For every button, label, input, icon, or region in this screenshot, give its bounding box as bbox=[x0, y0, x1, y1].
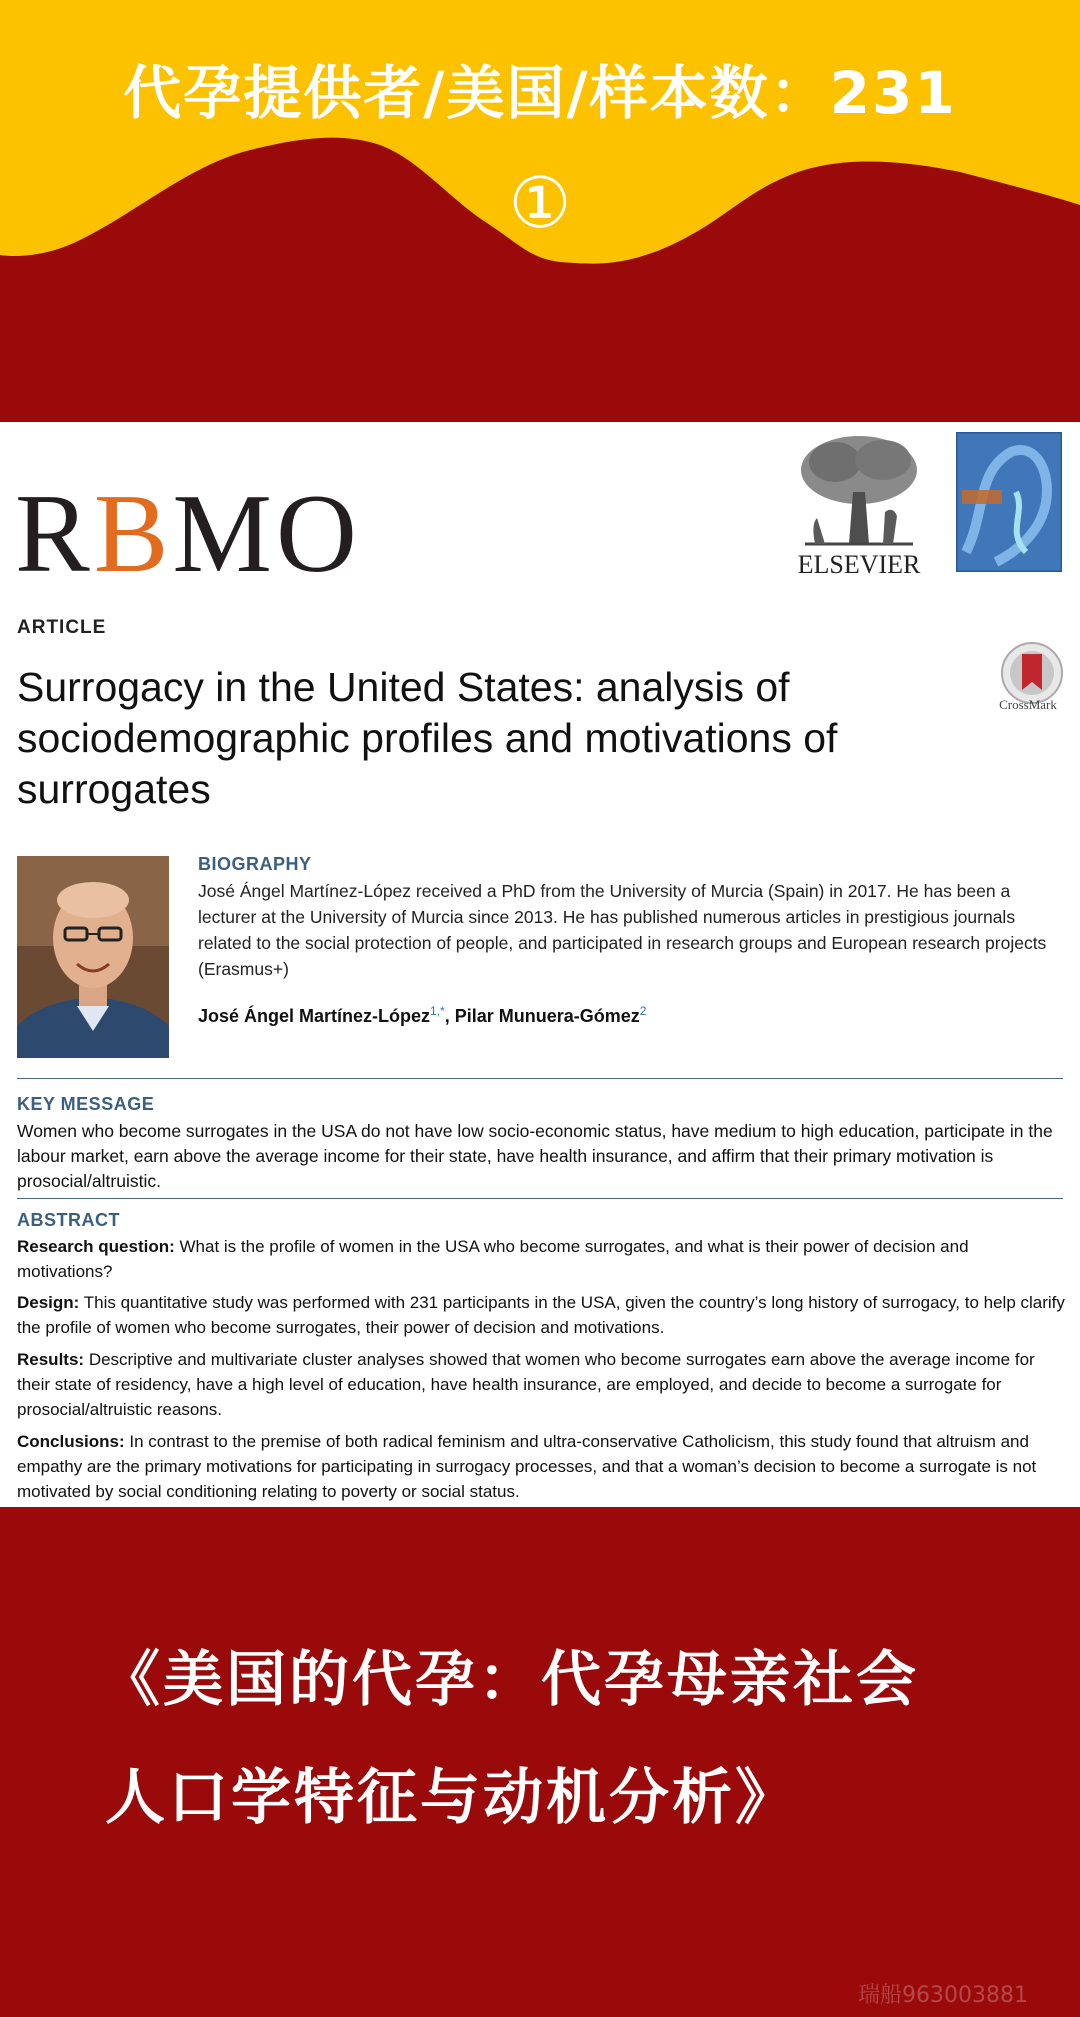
crossmark-label: CrossMark bbox=[999, 697, 1057, 712]
abstract-research-question bbox=[17, 1234, 1067, 1284]
journal-cover-image bbox=[956, 432, 1062, 572]
biography-text: José Ángel Martínez-López received a PhD from the University of Murcia (Spain) in 2017. He has been a lecturer at the University of Murcia since 2013. He has published numerous articles in prestigious journals related to the social protection of people, and participated in research groups and European research projects (Erasmus+) bbox=[198, 881, 1047, 979]
abstract-label: Research question: bbox=[17, 1237, 175, 1256]
author-name[interactable]: Pilar Munuera-Gómez bbox=[454, 1006, 640, 1026]
banner-title: 代孕提供者/美国/样本数：231 bbox=[123, 59, 957, 127]
author-name[interactable]: José Ángel Martínez-López bbox=[198, 1006, 431, 1026]
author-affiliation[interactable]: 2 bbox=[639, 1004, 647, 1018]
top-banner bbox=[0, 0, 1080, 422]
abstract-heading: ABSTRACT bbox=[17, 1210, 120, 1230]
biography-heading: BIOGRAPHY bbox=[198, 854, 312, 874]
abstract-label: Results: bbox=[17, 1350, 85, 1369]
abstract-design bbox=[17, 1290, 1067, 1340]
paper-card bbox=[0, 422, 1080, 1507]
abstract-conclusions bbox=[17, 1429, 1067, 1504]
author-photo bbox=[17, 856, 169, 1058]
abstract-label: Conclusions: bbox=[17, 1432, 125, 1451]
divider bbox=[17, 1078, 1063, 1079]
publisher-name: ELSEVIER bbox=[797, 550, 921, 579]
abstract-text: In contrast to the premise of both radical feminism and ultra-conservative Catholicism, this study found that altruism and empathy are the primary motivations for participating in surrogacy processes, and that a woman’s decision to become a surrogate is not motivated by social conditioning relating to poverty or social status. bbox=[17, 1432, 1037, 1501]
abstract-label: Design: bbox=[17, 1293, 80, 1312]
author-list: José Ángel Martínez-López$^{1,*}$, Pilar Munuera-Gómez$^2$ bbox=[198, 1004, 647, 1026]
abstract-text: This quantitative study was performed with 231 participants in the USA, given the country’s long history of surrogacy, to help clarify the profile of women who become surrogates, their power of decision and motivations. bbox=[17, 1293, 1065, 1337]
rbmo-logo: RBMO bbox=[15, 472, 361, 596]
key-message-heading: KEY MESSAGE bbox=[17, 1094, 155, 1114]
watermark-text: 瑞船963003881 bbox=[858, 1983, 1028, 2008]
author-affiliation[interactable]: 1,* bbox=[430, 1004, 445, 1018]
chinese-title-line-1: 《美国的代孕：代孕母亲社会 bbox=[100, 1645, 919, 1715]
paper-title: Surrogacy in the United States: analysis of sociodemographic profiles and motivations of surrogates bbox=[17, 664, 838, 812]
divider bbox=[17, 1198, 1063, 1199]
abstract-text: What is the profile of women in the USA who become surrogates, and what is their power of decision and motivations? bbox=[17, 1237, 969, 1281]
article-type-label: ARTICLE bbox=[17, 617, 107, 638]
key-message-text: Women who become surrogates in the USA do not have low socio-economic status, have medium to high education, participate in the labour market, earn above the average income for their state, have health insurance, and affirm that their primary motivation is prosocial/altruistic. bbox=[17, 1121, 1053, 1191]
abstract-results bbox=[17, 1347, 1067, 1422]
abstract-text: Descriptive and multivariate cluster analyses showed that women who become surrogates earn above the average income for their state of residency, have a high level of education, have health insurance, are employed, and decide to become a surrogate for prosocial/altruistic reasons. bbox=[17, 1350, 1035, 1419]
chinese-title-line-2: 人口学特征与动机分析》 bbox=[105, 1763, 798, 1833]
banner-index-number: ① bbox=[508, 162, 572, 244]
